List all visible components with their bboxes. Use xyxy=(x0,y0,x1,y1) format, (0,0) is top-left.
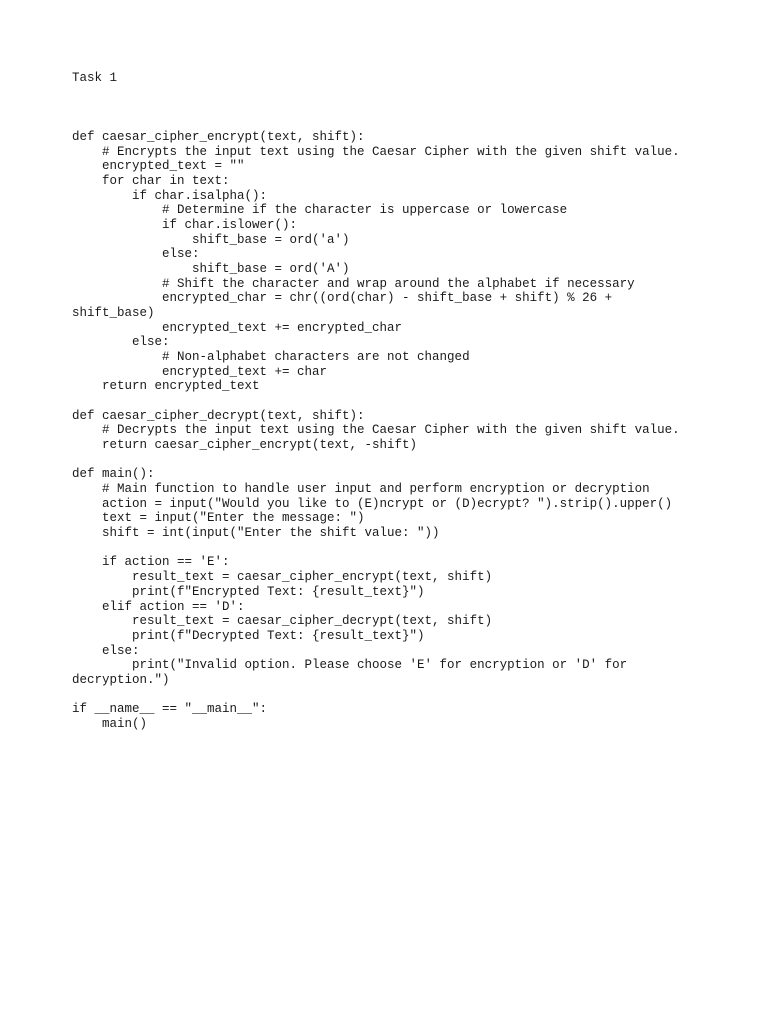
code-line: else: xyxy=(72,643,140,658)
code-line: else: xyxy=(72,335,170,350)
code-line: encrypted_text = "" xyxy=(72,159,245,174)
code-line: shift_base) xyxy=(72,306,155,321)
code-line: text = input("Enter the message: ") xyxy=(72,511,365,526)
code-line: print("Invalid option. Please choose 'E' for encryption or 'D' for xyxy=(72,658,628,673)
code-line: def main(): xyxy=(72,467,155,482)
code-line: if char.islower(): xyxy=(72,218,298,233)
code-line: print(f"Decrypted Text: {result_text}") xyxy=(72,628,425,643)
code-line xyxy=(72,541,712,556)
code-line: # Shift the character and wrap around the alphabet if necessary xyxy=(72,276,635,291)
code-line xyxy=(72,453,712,468)
code-line: for char in text: xyxy=(72,174,230,189)
code-line: shift_base = ord('A') xyxy=(72,262,350,277)
code-block xyxy=(72,130,712,732)
code-line: shift = int(input("Enter the shift value: ")) xyxy=(72,526,440,541)
code-line: # Main function to handle user input and perform encryption or decryption xyxy=(72,482,650,497)
code-line xyxy=(72,394,712,409)
code-line: def caesar_cipher_encrypt(text, shift): xyxy=(72,130,365,144)
code-line: if char.isalpha(): xyxy=(72,188,268,203)
code-line: def caesar_cipher_decrypt(text, shift): xyxy=(72,408,365,423)
code-line: encrypted_text += encrypted_char xyxy=(72,320,403,335)
code-line: elif action == 'D': xyxy=(72,599,245,614)
code-line: decryption.") xyxy=(72,672,170,687)
code-line: if action == 'E': xyxy=(72,555,230,570)
code-line: print(f"Encrypted Text: {result_text}") xyxy=(72,584,425,599)
code-line: return caesar_cipher_encrypt(text, -shift) xyxy=(72,438,418,453)
code-line: # Decrypts the input text using the Caesar Cipher with the given shift value. xyxy=(72,423,680,438)
code-line: action = input("Would you like to (E)ncrypt or (D)ecrypt? ").strip().upper() xyxy=(72,496,673,511)
code-line: else: xyxy=(72,247,200,262)
code-line: # Non-alphabet characters are not changed xyxy=(72,350,470,365)
task-title: Task 1 xyxy=(72,71,118,85)
code-line: shift_base = ord('a') xyxy=(72,232,350,247)
code-line: # Determine if the character is uppercase or lowercase xyxy=(72,203,568,218)
code-line: return encrypted_text xyxy=(72,379,260,394)
code-line: result_text = caesar_cipher_decrypt(text, shift) xyxy=(72,614,493,629)
code-line: # Encrypts the input text using the Caesar Cipher with the given shift value. xyxy=(72,144,680,159)
code-line: encrypted_text += char xyxy=(72,364,328,379)
code-line xyxy=(72,688,712,703)
code-line: if __name__ == "__main__": xyxy=(72,702,268,717)
code-line: result_text = caesar_cipher_encrypt(text, shift) xyxy=(72,570,493,585)
code-line: main() xyxy=(72,716,148,731)
code-line: encrypted_char = chr((ord(char) - shift_base + shift) % 26 + xyxy=(72,291,613,306)
